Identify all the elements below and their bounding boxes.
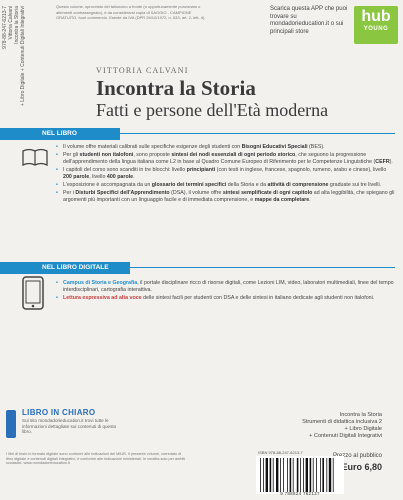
edition-info xyxy=(262,412,382,440)
list-item: • Il volume offre materiali calibrati sulle specifiche esigenze degli studenti con Bisogni Educativi Speciali (BES). xyxy=(56,144,396,151)
spine-line: 978-88-247-6213-7 xyxy=(2,6,8,49)
hub-logo-text: hub xyxy=(361,8,391,25)
digitale-features-list xyxy=(56,280,396,303)
list-item: • L'esposizione è accompagnata da un glossario dei termini specifici della Storia e da attività di comprensione graduate sui tre livelli. xyxy=(56,182,396,189)
spine-text xyxy=(2,6,28,126)
spine-line: Incontra la Storia xyxy=(14,6,20,44)
section-bar-libro: NEL LIBRO xyxy=(0,128,120,140)
section-rule xyxy=(130,267,395,268)
libro-in-chiaro-title: LIBRO IN CHIARO xyxy=(22,408,96,417)
barcode-number: 9 788824 762137 xyxy=(280,491,320,496)
edition-tools: Strumenti di didattica inclusiva 2 xyxy=(302,419,382,425)
list-item: • Lettura espressiva ad alta voce delle sintesi facili per studenti con DSA e delle sintesi in italiano dedicate agli studenti non italofoni. xyxy=(56,295,396,302)
section-bar-digitale: NEL LIBRO DIGITALE xyxy=(0,262,130,274)
spine-line: + Libro Digitale + Contenuti Digitali Integrativi xyxy=(20,6,26,107)
legal-footnote: I libri di testo in formato digitale sono conformi alle indicazioni del MIUR. Il presente volume, corredato di libro digitale e contenuti digitali integrativi, è conforme alle indicazioni ministeriali. In vendita solo per ambiti scolastici. www.mondadorieducation.it xyxy=(6,452,186,466)
section-rule xyxy=(120,133,395,134)
edition-plus-digital: + Libro Digitale xyxy=(344,426,382,432)
hub-logo-sub: YOUNG xyxy=(363,26,389,32)
app-promo-text: Scarica questa APP che puoi trovare su mondadorieducation.it o sui principali store xyxy=(270,6,348,35)
libro-in-chiaro-text: Sul sito mondadorieducation.it trovi tutte le informazioni dettagliate sui contenuti di questo libro. xyxy=(22,418,117,435)
libro-in-chiaro-icon xyxy=(6,410,16,438)
isbn: ISBN 978-88-247-6213-7 xyxy=(258,450,303,455)
price: Euro 6,80 xyxy=(341,462,382,472)
price-label: Prezzo al pubblico xyxy=(332,453,382,459)
barcode xyxy=(256,456,344,494)
list-item: • Campus di Storia e Geografia, il portale disciplinare ricco di risorse digitali, come Lezioni LIM, video, laboratori multimediali, linee del tempo interdisciplinari, cartografia interattiva. xyxy=(56,280,396,294)
author-name: VITTORIA CALVANI xyxy=(96,66,189,75)
book-subtitle: Fatti e persone dell'Età moderna xyxy=(96,100,329,120)
tablet-icon xyxy=(22,276,44,310)
open-book-icon xyxy=(22,148,48,166)
sample-copy-note: Questo volume, sprovvisto del talloncino a fronte (o opportunamente punzonato o altrimenti contrassegnato), è da considerarsi copia di SAGGIO - CAMPIONE GRATUITO, fuori commercio. Esente da IVA (DPR 26/10/1972, n. 633, art. 2, lett. d). xyxy=(56,4,206,20)
edition-title: Incontra la Storia xyxy=(339,412,382,418)
libro-in-chiaro-block xyxy=(6,408,126,446)
book-title: Incontra la Storia xyxy=(96,76,256,100)
libro-features-list xyxy=(56,144,396,205)
edition-plus-content: + Contenuti Digitali Integrativi xyxy=(309,433,382,439)
list-item: • Per i Disturbi Specifici dell'Apprendimento (DSA), il volume offre sintesi semplificate di ogni capitolo ad alta leggibilità, che spiegano gli argomenti più importanti con un linguaggio facile e di immediata comprensione, e mappe da completare. xyxy=(56,190,396,204)
hub-logo xyxy=(354,6,398,44)
list-item: • I capitoli del corso sono scanditi in tre blocchi: livello principianti (con testi in inglese, francese, spagnolo, rumeno, arabo e cinese), livello 200 parole, livello 400 parole. xyxy=(56,167,396,181)
list-item: • Per gli studenti non italofoni, sono proposte sintesi dei nodi essenziali di ogni periodo storico, che seguono la progressione dell'apprendimento della lingua italiana come L2 in base al Quadro Comune Europeo di Riferimento per le Competenze Linguistiche (CEFR). xyxy=(56,152,396,166)
spine-line: Vittoria Calvani xyxy=(8,6,14,40)
